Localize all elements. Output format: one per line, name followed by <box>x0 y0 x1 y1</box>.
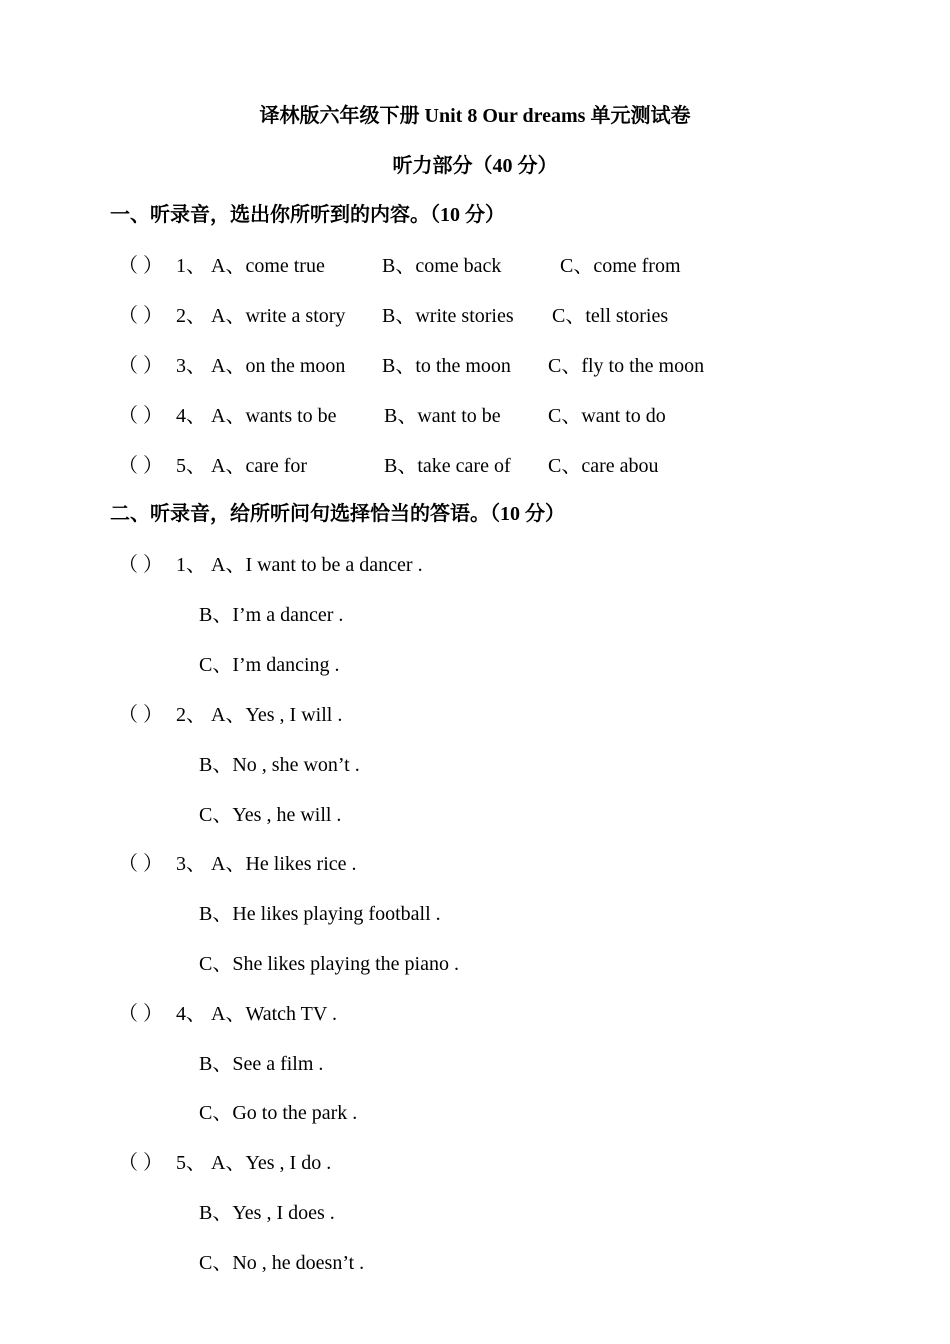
option-a: A、I want to be a dancer . <box>211 554 423 576</box>
option-a: A、come true <box>211 255 325 277</box>
question-number: 5、 <box>176 455 206 477</box>
question-number: 2、 <box>176 704 206 726</box>
question-number: 4、 <box>176 405 206 427</box>
option-b: B、want to be <box>384 405 501 427</box>
answer-blank[interactable]: （ ） <box>118 255 163 277</box>
option-c: C、Yes , he will . <box>199 804 342 826</box>
option-c: C、come from <box>560 255 681 277</box>
option-c: C、I’m dancing . <box>199 654 340 676</box>
page-subtitle: 听力部分（40 分） <box>392 155 558 177</box>
option-a: A、Yes , I do . <box>211 1152 332 1174</box>
question-number: 1、 <box>176 255 206 277</box>
answer-blank[interactable]: （ ） <box>118 704 163 726</box>
answer-blank[interactable]: （ ） <box>118 853 163 875</box>
answer-blank[interactable]: （ ） <box>118 355 163 377</box>
answer-blank[interactable]: （ ） <box>118 1003 163 1025</box>
question-number: 1、 <box>176 554 206 576</box>
option-a: A、write a story <box>211 305 346 327</box>
option-c: C、care abou <box>548 455 659 477</box>
option-a: A、on the moon <box>211 355 346 377</box>
option-c: C、fly to the moon <box>548 355 705 377</box>
option-c: C、tell stories <box>552 305 669 327</box>
option-b: B、write stories <box>382 305 514 327</box>
option-b: B、I’m a dancer . <box>199 604 344 626</box>
option-b: B、to the moon <box>382 355 511 377</box>
question-number: 4、 <box>176 1003 206 1025</box>
option-b: B、No , she won’t . <box>199 754 360 776</box>
question-number: 3、 <box>176 853 206 875</box>
option-c: C、She likes playing the piano . <box>199 953 459 975</box>
option-a: A、wants to be <box>211 405 337 427</box>
section2-heading: 二、听录音，给所听问句选择恰当的答语。（10 分） <box>110 503 565 525</box>
question-number: 5、 <box>176 1152 206 1174</box>
question-number: 3、 <box>176 355 206 377</box>
option-b: B、See a film . <box>199 1053 324 1075</box>
option-b: B、take care of <box>384 455 511 477</box>
option-b: B、He likes playing football . <box>199 903 441 925</box>
option-c: C、want to do <box>548 405 666 427</box>
question-number: 2、 <box>176 305 206 327</box>
option-a: A、Yes , I will . <box>211 704 343 726</box>
page-title: 译林版六年级下册 Unit 8 Our dreams 单元测试卷 <box>259 105 691 127</box>
option-b: B、Yes , I does . <box>199 1202 335 1224</box>
answer-blank[interactable]: （ ） <box>118 305 163 327</box>
option-c: C、Go to the park . <box>199 1102 358 1124</box>
option-a: A、He likes rice . <box>211 853 357 875</box>
option-a: A、care for <box>211 455 308 477</box>
answer-blank[interactable]: （ ） <box>118 455 163 477</box>
answer-blank[interactable]: （ ） <box>118 1152 163 1174</box>
option-c: C、No , he doesn’t . <box>199 1252 365 1274</box>
answer-blank[interactable]: （ ） <box>118 405 163 427</box>
answer-blank[interactable]: （ ） <box>118 554 163 576</box>
option-b: B、come back <box>382 255 502 277</box>
section1-heading: 一、听录音，选出你所听到的内容。（10 分） <box>110 204 505 226</box>
option-a: A、Watch TV . <box>211 1003 337 1025</box>
